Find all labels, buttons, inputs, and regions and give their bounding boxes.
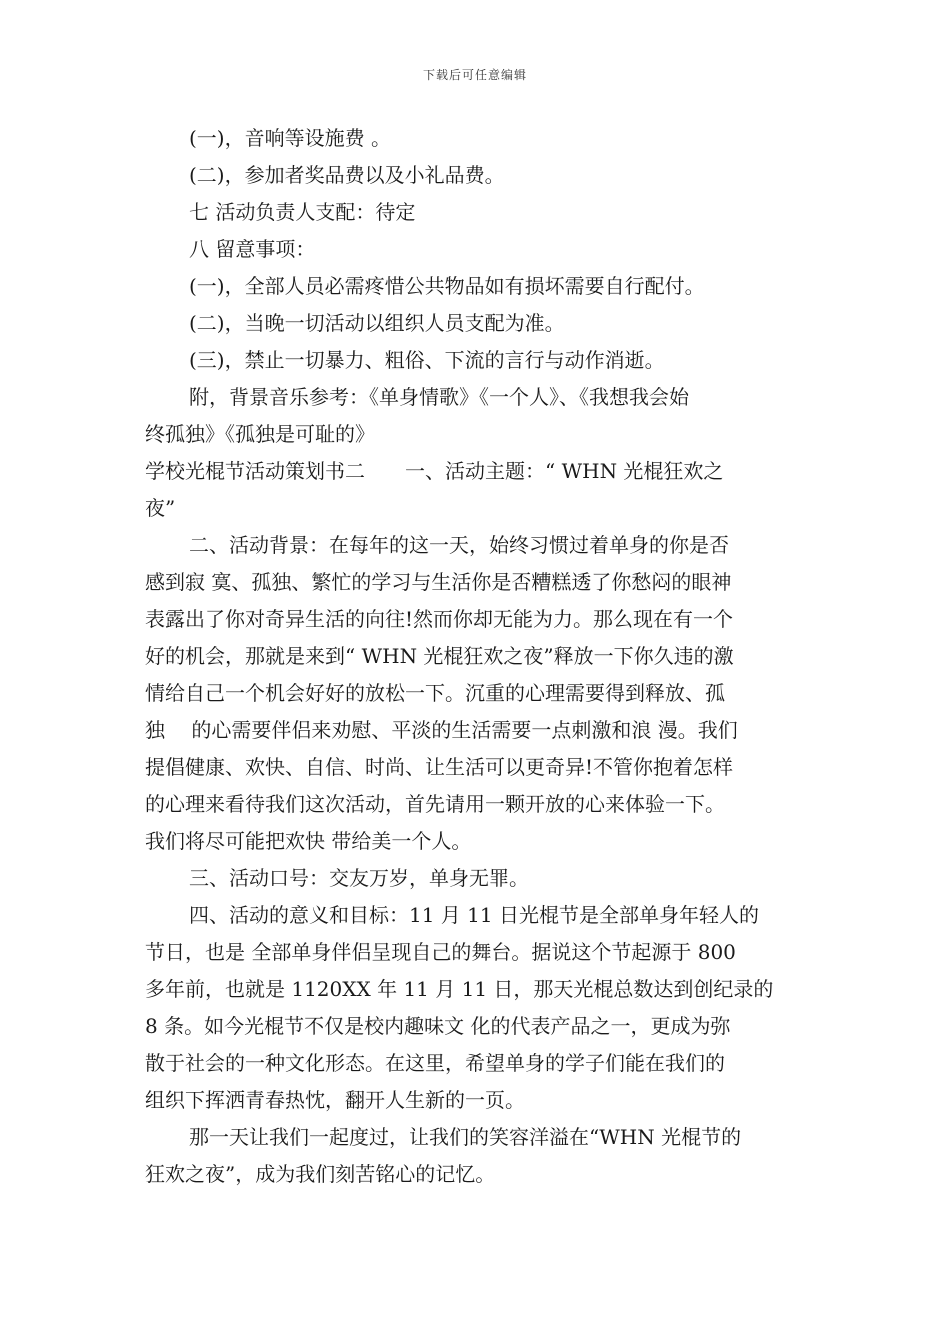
text-line: 节日，也是 全部单身伴侣呈现自己的舞台。据说这个节起源于 800 xyxy=(145,940,736,964)
text-line: 夜” xyxy=(145,496,176,520)
text-line: 八 留意事项： xyxy=(189,237,316,261)
text-line: (一)，音响等设施费 。 xyxy=(189,126,391,150)
page-header: 下载后可任意编辑 xyxy=(422,68,527,82)
text-line: (三)，禁止一切暴力、粗俗、下流的言行与动作消逝。 xyxy=(189,348,665,372)
text-line: 好的机会，那就是来到“ WHN 光棍狂欢之夜”释放一下你久违的激 xyxy=(145,644,734,668)
text-line: 学校光棍节活动策划书二 一、活动主题：“ WHN 光棍狂欢之 xyxy=(145,459,724,483)
text-line: 附，背景音乐参考：《单身情歌》《一个人》、《我想我会始 xyxy=(189,385,689,409)
text-line: 独 的心需要伴侣来劝慰、平淡的生活需要一点刺激和浪 漫。我们 xyxy=(145,718,738,742)
text-line: 二、活动背景：在每年的这一天，始终习惯过着单身的你是否 xyxy=(189,533,729,557)
text-line: 8 条。如今光棍节不仅是校内趣味文 化的代表产品之一，更成为弥 xyxy=(145,1014,731,1038)
text-line: 终孤独》《孤独是可耻的》 xyxy=(145,422,375,446)
text-line: 的心理来看待我们这次活动，首先请用一颗开放的心来体验一下。 xyxy=(145,792,725,816)
text-line: 组织下挥洒青春热忱，翻开人生新的一页。 xyxy=(145,1088,525,1112)
text-line: (二)，当晚一切活动以组织人员支配为准。 xyxy=(189,311,565,335)
text-line: (一)，全部人员必需疼惜公共物品如有损坏需要自行配付。 xyxy=(189,274,705,298)
text-line: 七 活动负责人支配：待定 xyxy=(189,200,416,224)
text-line: 我们将尽可能把欢快 带给美一个人。 xyxy=(145,829,472,853)
text-line: 情给自己一个机会好好的放松一下。沉重的心理需要得到释放、孤 xyxy=(145,681,725,705)
text-line: 四、活动的意义和目标：11 月 11 日光棍节是全部单身年轻人的 xyxy=(189,903,759,927)
text-line: 感到寂 寞、孤独、繁忙的学习与生活你是否糟糕透了你愁闷的眼神 xyxy=(145,570,732,594)
text-line: 提倡健康、欢快、自信、时尚、让生活可以更奇异!不管你抱着怎样 xyxy=(145,755,734,779)
text-line: (二)，参加者奖品费以及小礼品费。 xyxy=(189,163,505,187)
text-line: 多年前，也就是 1120XX 年 11 月 11 日，那天光棍总数达到创纪录的 xyxy=(145,977,774,1001)
text-line: 狂欢之夜”，成为我们刻苦铭心的记忆。 xyxy=(145,1162,496,1186)
text-line: 表露出了你对奇异生活的向往!然而你却无能为力。那么现在有一个 xyxy=(145,607,734,631)
document-body xyxy=(145,120,810,1193)
text-line: 三、活动口号：交友万岁，单身无罪。 xyxy=(189,866,529,890)
text-line: 散于社会的一种文化形态。在这里，希望单身的学子们能在我们的 xyxy=(145,1051,725,1075)
text-line: 那一天让我们一起度过，让我们的笑容洋溢在“WHN 光棍节的 xyxy=(189,1125,742,1149)
